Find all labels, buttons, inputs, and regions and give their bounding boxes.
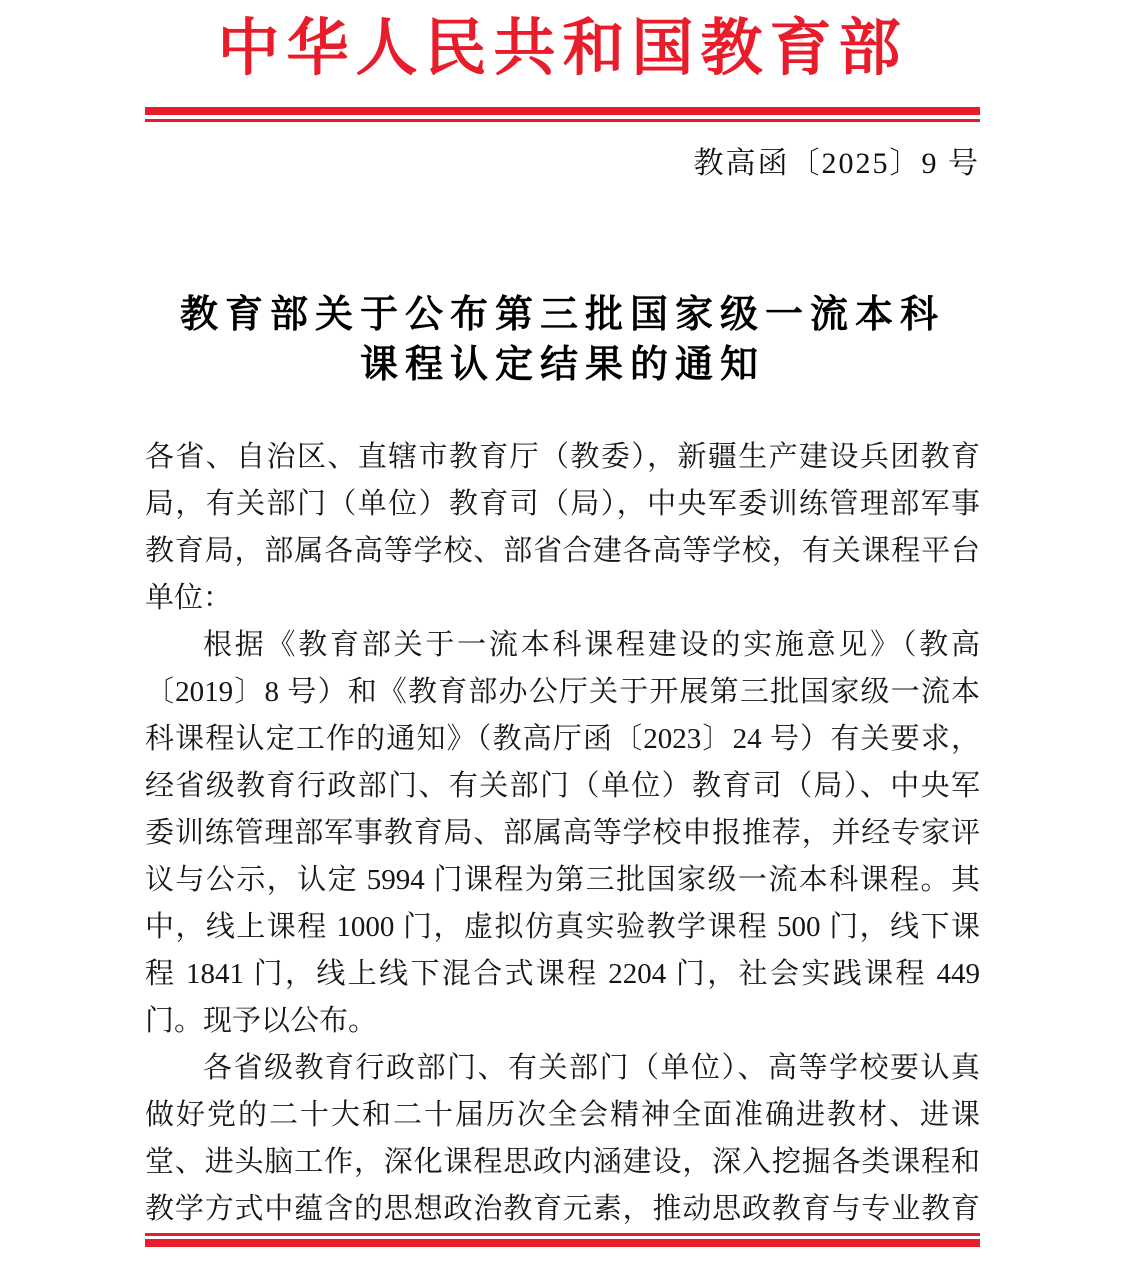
body-line: 科课程认定工作的通知》（教高厅函〔2023〕24 号）有关要求，: [145, 723, 980, 755]
footer-rule-thin: [145, 1233, 980, 1236]
ministry-header: 中华人民共和国教育部: [217, 15, 908, 83]
document-title-line1: 教育部关于公布第三批国家级一流本科: [179, 294, 945, 336]
doc-number: 教高函〔2025〕9 号: [693, 147, 980, 180]
body-line: 单位：: [145, 582, 233, 614]
body-line: 中，线上课程 1000 门，虚拟仿真实验教学课程 500 门，线下课: [145, 911, 980, 943]
body-line: 门。现予以公布。: [145, 1005, 378, 1037]
body-line: 议与公示，认定 5994 门课程为第三批国家级一流本科课程。其: [145, 864, 980, 896]
body-line: 〔2019〕8 号）和《教育部办公厅关于开展第三批国家级一流本: [145, 676, 980, 708]
body-line: 根据《教育部关于一流本科课程建设的实施意见》（教高: [203, 629, 980, 661]
body-line: 各省级教育行政部门、有关部门（单位）、高等学校要认真: [203, 1052, 980, 1084]
header-rule-thin: [145, 119, 980, 122]
body-line: 各省、自治区、直辖市教育厅（教委），新疆生产建设兵团教育: [145, 441, 980, 473]
footer-rules: [145, 1233, 980, 1247]
document-title: [145, 290, 980, 390]
body-line: 教学方式中蕴含的思想政治教育元素，推动思政教育与专业教育: [145, 1193, 980, 1225]
header-rule-thick: [145, 107, 980, 115]
body-line: 委训练管理部军事教育局、部属高等学校申报推荐，并经专家评: [145, 817, 980, 849]
body-line: 做好党的二十大和二十届历次全会精神全面准确进教材、进课: [145, 1099, 980, 1131]
document-title-line2: 课程认定结果的通知: [359, 344, 765, 386]
body-line: 局，有关部门（单位）教育司（局），中央军委训练管理部军事: [145, 488, 980, 520]
footer-rule-thick: [145, 1239, 980, 1247]
body-line: 教育局，部属各高等学校、部省合建各高等学校，有关课程平台: [145, 535, 980, 567]
body-line: 堂、进头脑工作，深化课程思政内涵建设，深入挖掘各类课程和: [145, 1146, 980, 1178]
document-body: [145, 434, 980, 1233]
body-line: 程 1841 门，线上线下混合式课程 2204 门，社会实践课程 449: [145, 958, 980, 990]
body-line: 经省级教育行政部门、有关部门（单位）教育司（局）、中央军: [145, 770, 980, 802]
document-page: [0, 12, 1126, 1268]
